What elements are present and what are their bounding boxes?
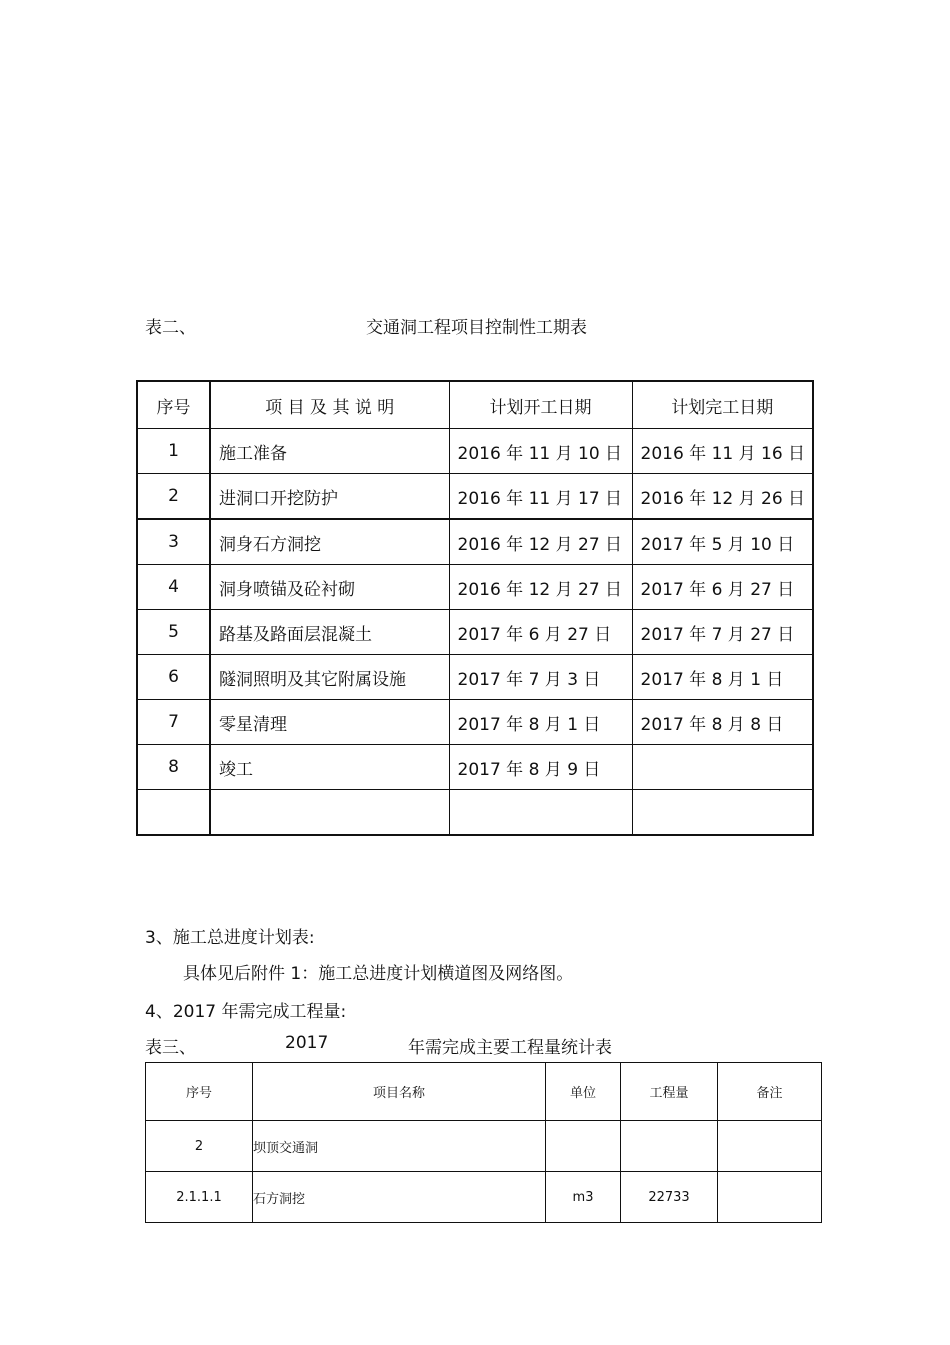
table-header-row: [146, 1063, 822, 1121]
table3-caption-title: 年需完成主要工程量统计表: [408, 1038, 612, 1058]
row-finish-date: 2016 年 11 月 16 日: [632, 429, 813, 474]
row-index: 7: [137, 700, 210, 745]
table-row: [137, 655, 813, 700]
row-index: 6: [137, 655, 210, 700]
row-start-date: 2017 年 8 月 1 日: [449, 700, 632, 745]
header-unit: 单位: [546, 1063, 621, 1121]
row-item: 竣工: [210, 745, 449, 790]
row-quantity: [621, 1121, 718, 1172]
header-index: 序号: [137, 381, 210, 429]
row-finish-date: 2017 年 7 月 27 日: [632, 610, 813, 655]
row-index: 8: [137, 745, 210, 790]
header-index: 序号: [146, 1063, 253, 1121]
row-item: 洞身喷锚及砼衬砌: [210, 565, 449, 610]
section3-heading: 3、施工总进度计划表:: [145, 928, 315, 948]
row-index: 2: [146, 1121, 253, 1172]
header-planned-finish: 计划完工日期: [632, 381, 813, 429]
row-finish-date: 2016 年 12 月 26 日: [632, 474, 813, 520]
row-item: 施工准备: [210, 429, 449, 474]
table-row: [137, 474, 813, 520]
row-start-date: 2017 年 6 月 27 日: [449, 610, 632, 655]
header-remarks: 备注: [718, 1063, 822, 1121]
row-item-name: 石方洞挖: [253, 1172, 546, 1223]
row-item: 路基及路面层混凝土: [210, 610, 449, 655]
header-planned-start: 计划开工日期: [449, 381, 632, 429]
quantity-statistics-table: [145, 1062, 822, 1223]
section4-heading: 4、2017 年需完成工程量:: [145, 1002, 347, 1022]
row-item: 零星清理: [210, 700, 449, 745]
row-unit: m3: [546, 1172, 621, 1223]
table-row: [137, 610, 813, 655]
row-index: 2: [137, 474, 210, 520]
row-start-date: 2016 年 12 月 27 日: [449, 519, 632, 565]
row-remarks: [718, 1172, 822, 1223]
header-item-name: 项目名称: [253, 1063, 546, 1121]
schedule-control-table: [136, 380, 814, 836]
row-finish-date: 2017 年 6 月 27 日: [632, 565, 813, 610]
row-start-date: 2016 年 11 月 10 日: [449, 429, 632, 474]
table-row: [137, 565, 813, 610]
table-row: [137, 745, 813, 790]
row-index: [137, 790, 210, 836]
table-row: [146, 1121, 822, 1172]
row-item-name: 坝顶交通洞: [253, 1121, 546, 1172]
header-item-description: 项 目 及 其 说 明: [210, 381, 449, 429]
row-start-date: 2016 年 11 月 17 日: [449, 474, 632, 520]
row-unit: [546, 1121, 621, 1172]
row-index: 1: [137, 429, 210, 474]
table-row: [137, 429, 813, 474]
row-index: 5: [137, 610, 210, 655]
row-item: [210, 790, 449, 836]
row-item: 进洞口开挖防护: [210, 474, 449, 520]
row-finish-date: [632, 745, 813, 790]
row-remarks: [718, 1121, 822, 1172]
table-row-empty: [137, 790, 813, 836]
row-start-date: 2017 年 8 月 9 日: [449, 745, 632, 790]
row-finish-date: [632, 790, 813, 836]
row-index: 2.1.1.1: [146, 1172, 253, 1223]
row-finish-date: 2017 年 5 月 10 日: [632, 519, 813, 565]
row-item: 隧洞照明及其它附属设施: [210, 655, 449, 700]
table3-caption-year: 2017: [285, 1033, 329, 1053]
row-quantity: 22733: [621, 1172, 718, 1223]
table-row: [137, 519, 813, 565]
row-item: 洞身石方洞挖: [210, 519, 449, 565]
row-index: 3: [137, 519, 210, 565]
row-finish-date: 2017 年 8 月 1 日: [632, 655, 813, 700]
table-header-row: [137, 381, 813, 429]
row-start-date: [449, 790, 632, 836]
table3-caption-prefix: 表三、: [145, 1038, 196, 1058]
row-start-date: 2016 年 12 月 27 日: [449, 565, 632, 610]
row-start-date: 2017 年 7 月 3 日: [449, 655, 632, 700]
table-row: [137, 700, 813, 745]
section3-body: 具体见后附件 1：施工总进度计划横道图及网络图。: [183, 964, 574, 984]
header-quantity: 工程量: [621, 1063, 718, 1121]
table-row: [146, 1172, 822, 1223]
table2-caption-title: 交通洞工程项目控制性工期表: [366, 318, 587, 338]
table2-caption-prefix: 表二、: [145, 318, 196, 338]
row-index: 4: [137, 565, 210, 610]
row-finish-date: 2017 年 8 月 8 日: [632, 700, 813, 745]
